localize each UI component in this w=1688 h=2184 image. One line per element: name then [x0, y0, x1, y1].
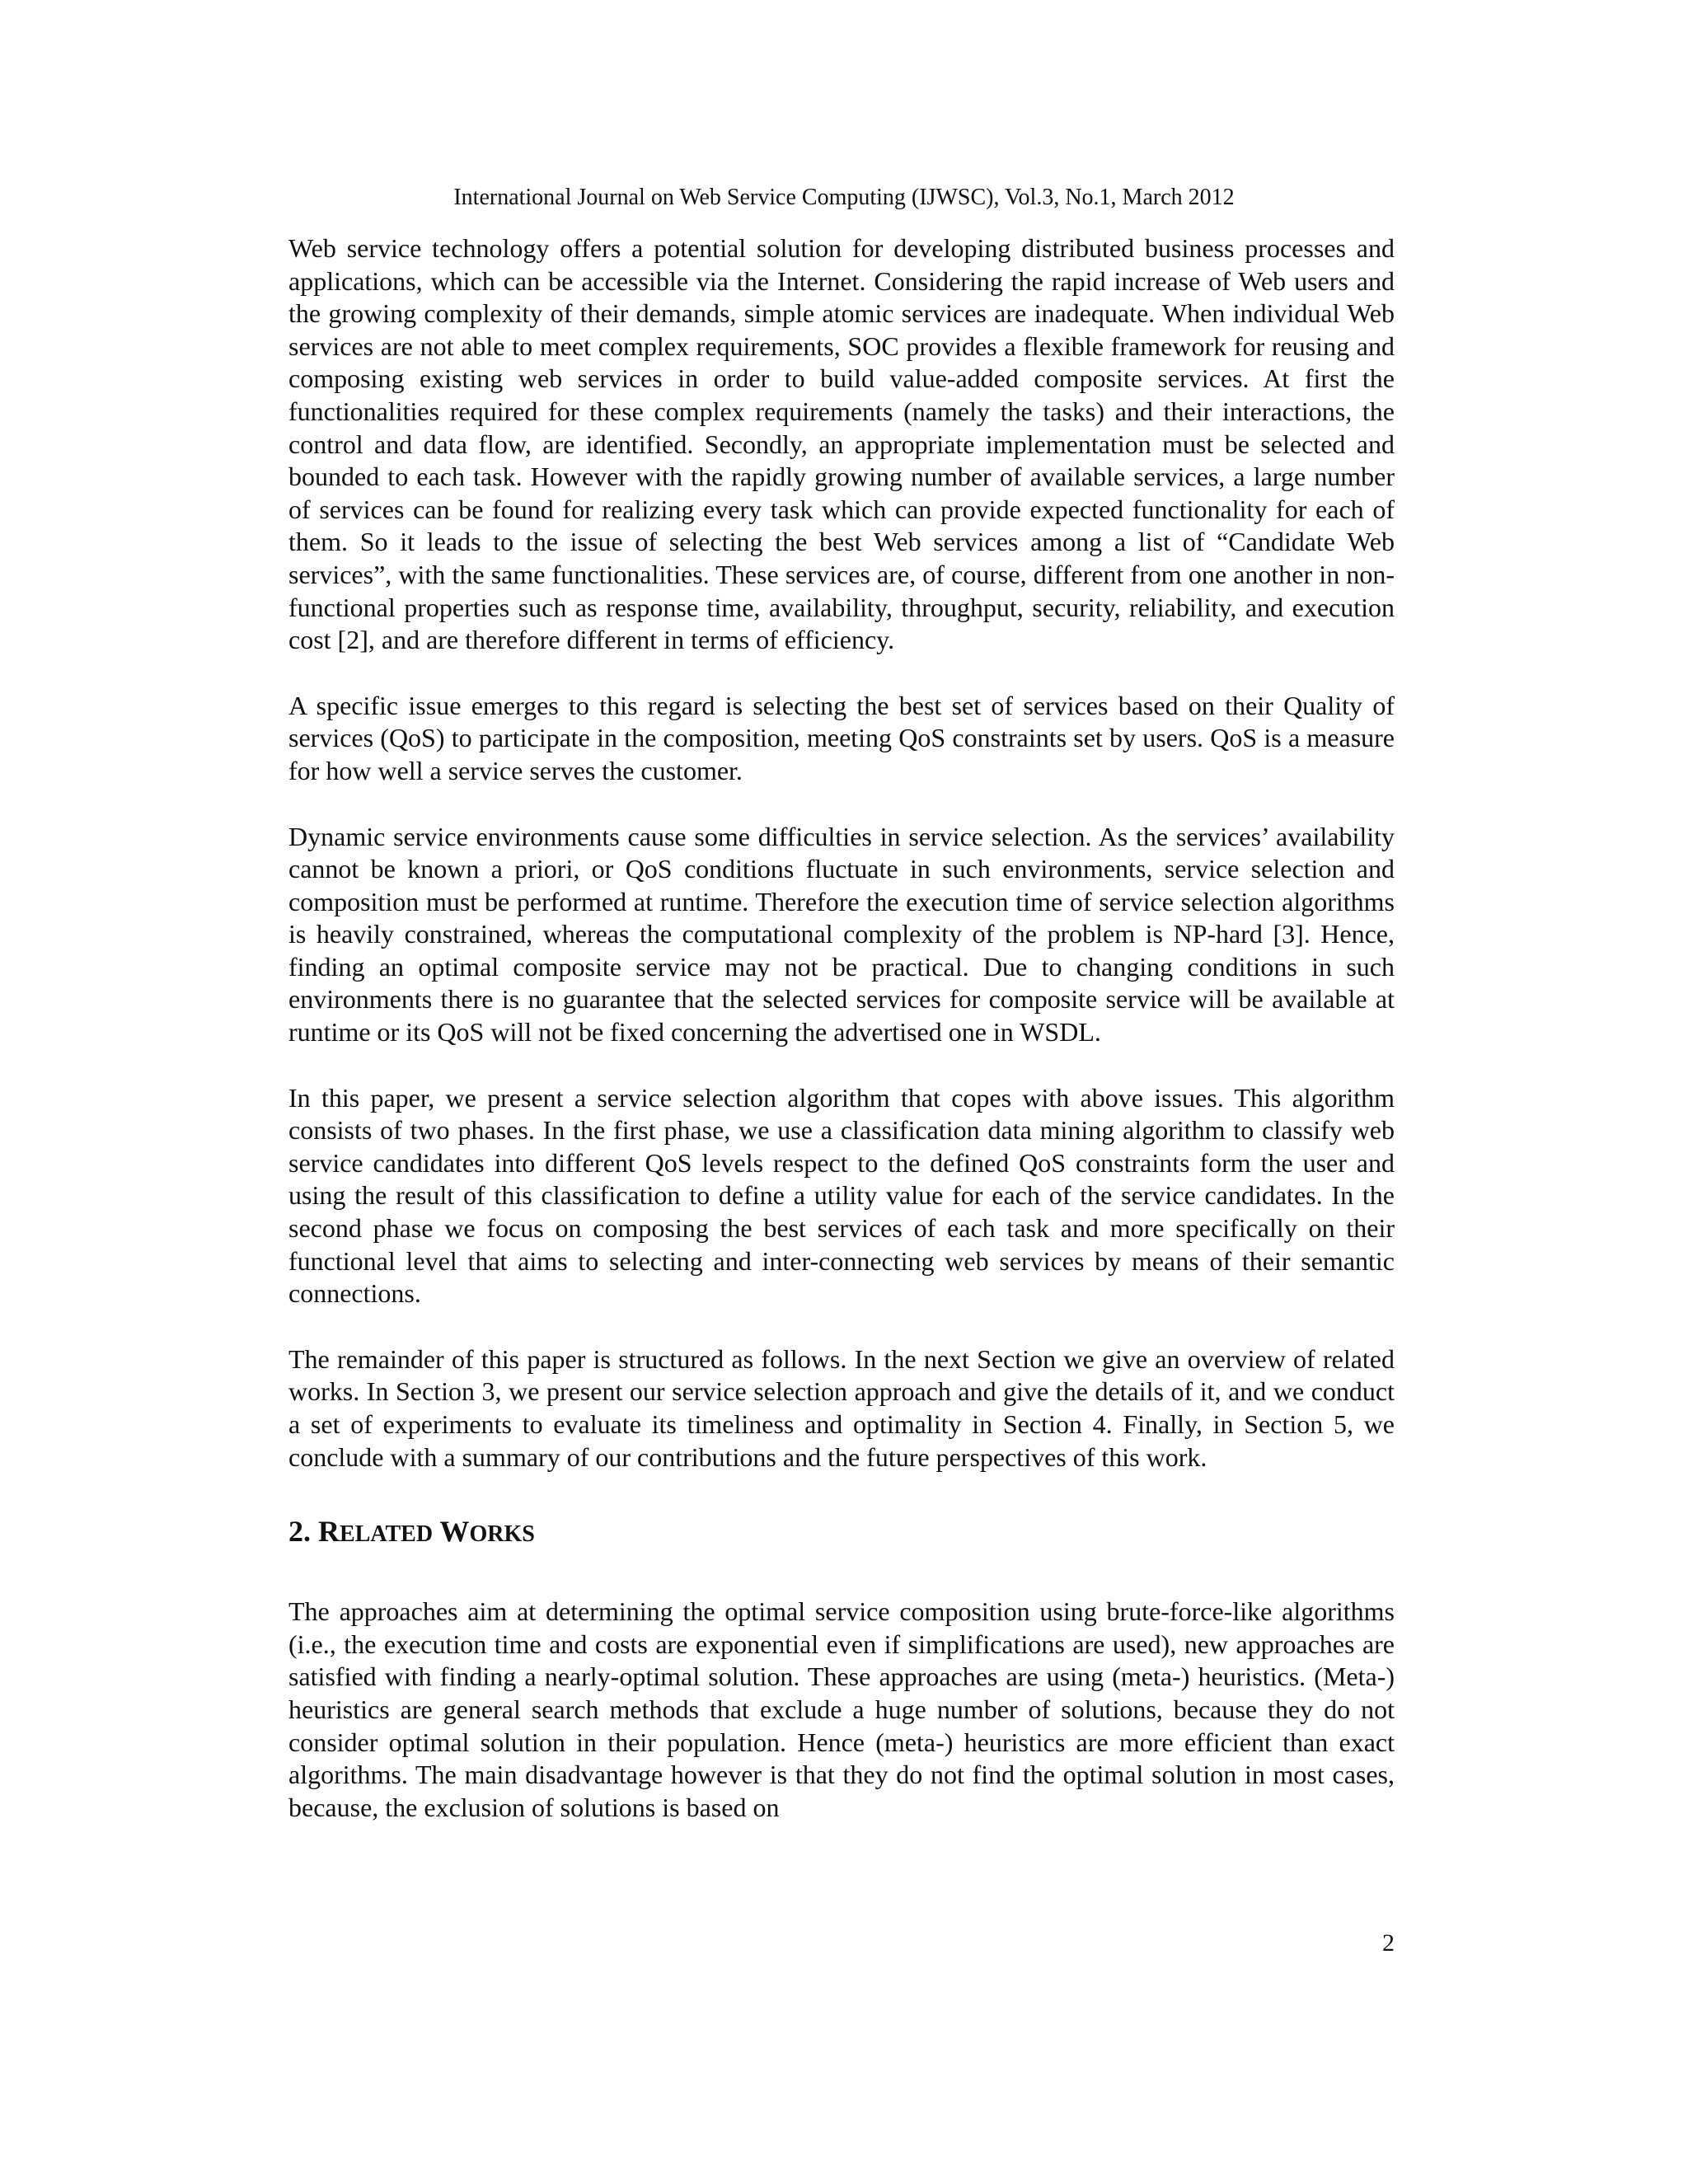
paragraph-related-1: The approaches aim at determining the optimal service composition using brute-force-like algorithms (i.e., the execution time and costs are exponential even if simplifications are used), new approaches are satisfied with finding a nearly-optimal solution. These approaches are using (meta-) heuristics. (Meta-) heuristics are general search methods that exclude a huge number of solutions, because they do not consider optimal solution in their population. Hence (meta-) heuristics are more efficient than exact algorithms. The main disadvantage however is that they do not find the optimal solution in most cases, because, the exclusion of solutions is based on	[288, 1596, 1395, 1822]
page-body	[288, 232, 1395, 1824]
section-heading-related-works	[288, 1513, 1395, 1553]
section-number: 2.	[288, 1515, 318, 1549]
paragraph-intro-1: Web service technology offers a potential solution for developing distributed business processes and applications, which can be accessible via the Internet. Considering the rapid increase of Web users and the growing complexity of their demands, simple atomic services are inadequate. When individual Web services are not able to meet complex requirements, SOC provides a flexible framework for reusing and composing existing web services in order to build value-added composite services. At first the functionalities required for these complex requirements (namely the tasks) and their interactions, the control and data flow, are identified. Secondly, an appropriate implementation must be selected and bounded to each task. However with the rapidly growing number of available services, a large number of services can be found for realizing every task which can provide expected functionality for each of them. So it leads to the issue of selecting the best Web services among a list of “Candidate Web services”, with the same functionalities. These services are, of course, different from one another in non-functional properties such as response time, availability, throughput, security, reliability, and execution cost [2], and are therefore different in terms of efficiency.	[288, 233, 1395, 655]
paragraph-intro-2: A specific issue emerges to this regard is selecting the best set of services based on their Quality of services (QoS) to participate in the composition, meeting QoS constraints set by users. QoS is a measure for how well a service serves the customer.	[288, 690, 1395, 785]
paragraph-intro-3: Dynamic service environments cause some difficulties in service selection. As the services’ availability cannot be known a priori, or QoS conditions fluctuate in such environments, service selection and composition must be performed at runtime. Therefore the execution time of service selection algorithms is heavily constrained, whereas the computational complexity of the problem is NP-hard [3]. Hence, finding an optimal composite service may not be practical. Due to changing conditions in such environments there is no guarantee that the selected services for composite service will be available at runtime or its QoS will not be fixed concerning the advertised one in WSDL.	[288, 821, 1395, 1047]
heading-word2-rest: ORKS	[469, 1521, 535, 1548]
heading-word1-initial: R	[318, 1515, 340, 1549]
heading-word1-rest: ELATED	[340, 1521, 434, 1548]
paragraph-intro-5: The remainder of this paper is structured as follows. In the next Section we give an overview of related works. In Section 3, we present our service selection approach and give the details of it, and we conduct a set of experiments to evaluate its timeliness and optimality in Section 4. Finally, in Section 5, we conclude with a summary of our contributions and the future perspectives of this work.	[288, 1343, 1395, 1472]
running-header: International Journal on Web Service Computing (IJWSC), Vol.3, No.1, March 2012	[453, 185, 1235, 210]
heading-word2-initial: W	[433, 1515, 470, 1549]
page-number: 2	[1382, 1929, 1395, 1957]
paragraph-intro-4: In this paper, we present a service selection algorithm that copes with above issues. This algorithm consists of two phases. In the first phase, we use a classification data mining algorithm to classify web service candidates into different QoS levels respect to the defined QoS constraints form the user and using the result of this classification to define a utility value for each of the service candidates. In the second phase we focus on composing the best services of each task and more specifically on their functional level that aims to selecting and inter-connecting web services by means of their semantic connections.	[288, 1082, 1395, 1309]
